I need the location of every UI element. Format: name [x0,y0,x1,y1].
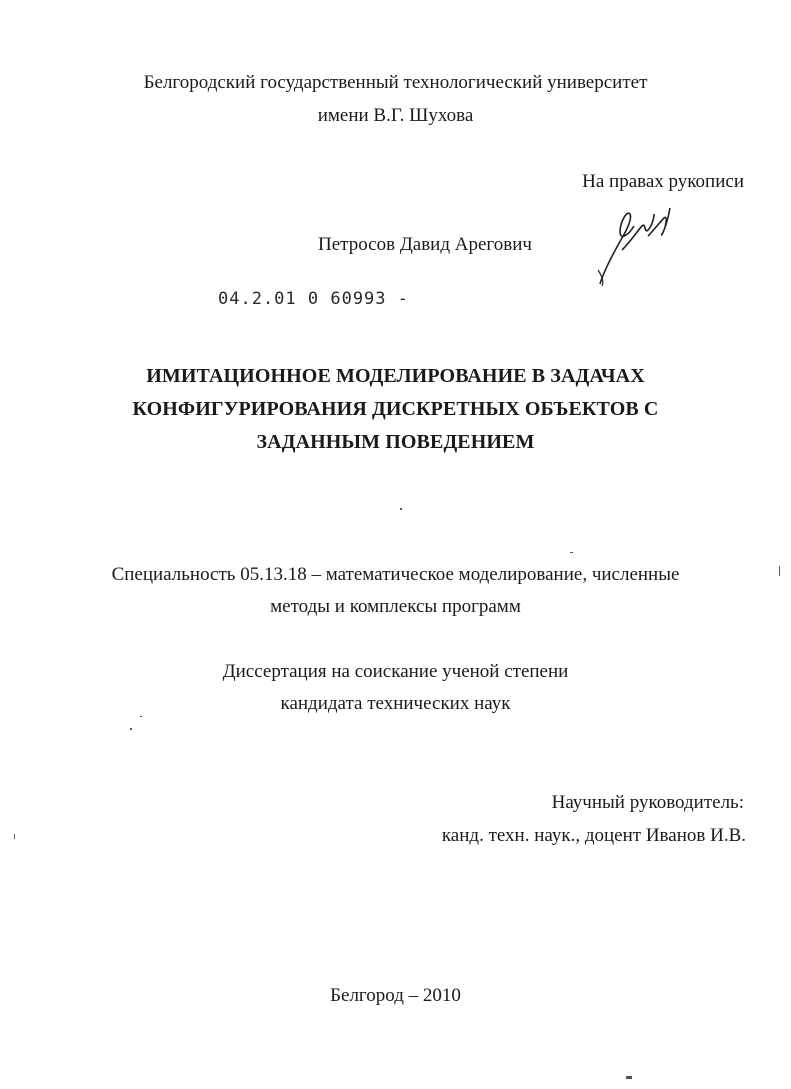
specialty-line-1: Специальность 05.13.18 – математическое моделирование, численные [111,564,680,585]
rights-note: На правах рукописи [582,171,744,192]
registration-number-stamp: 04.2.01 0 60993 - [218,289,409,309]
thesis-title-line-1: ИМИТАЦИОННОЕ МОДЕЛИРОВАНИЕ В ЗАДАЧАХ [146,365,645,387]
university-honorific: имени В.Г. Шухова [317,105,474,126]
author-name: Петросов Давид Арегович [318,234,532,255]
thesis-title-line-3: ЗАДАННЫМ ПОВЕДЕНИЕМ [256,431,535,453]
scan-speck [779,566,780,576]
scan-speck [570,552,573,553]
scan-speck [626,1076,632,1079]
scan-speck [14,834,15,839]
thesis-title-line-2: КОНФИГУРИРОВАНИЯ ДИСКРЕТНЫХ ОБЪЕКТОВ С [132,398,659,420]
scan-speck [400,508,402,510]
supervisor-name: канд. техн. наук., доцент Иванов И.В. [441,825,746,846]
scan-speck [140,716,142,717]
supervisor-label: Научный руководитель: [551,792,744,813]
signature-image [592,200,676,286]
dissertation-degree-line-2: кандидата технических наук [280,693,511,714]
university-name: Белгородский государственный технологический университет [143,72,648,93]
dissertation-degree-line-1: Диссертация на соискание ученой степени [222,661,569,682]
scan-speck [130,728,132,730]
specialty-line-2: методы и комплексы программ [270,596,521,617]
place-and-year: Белгород – 2010 [330,985,461,1006]
